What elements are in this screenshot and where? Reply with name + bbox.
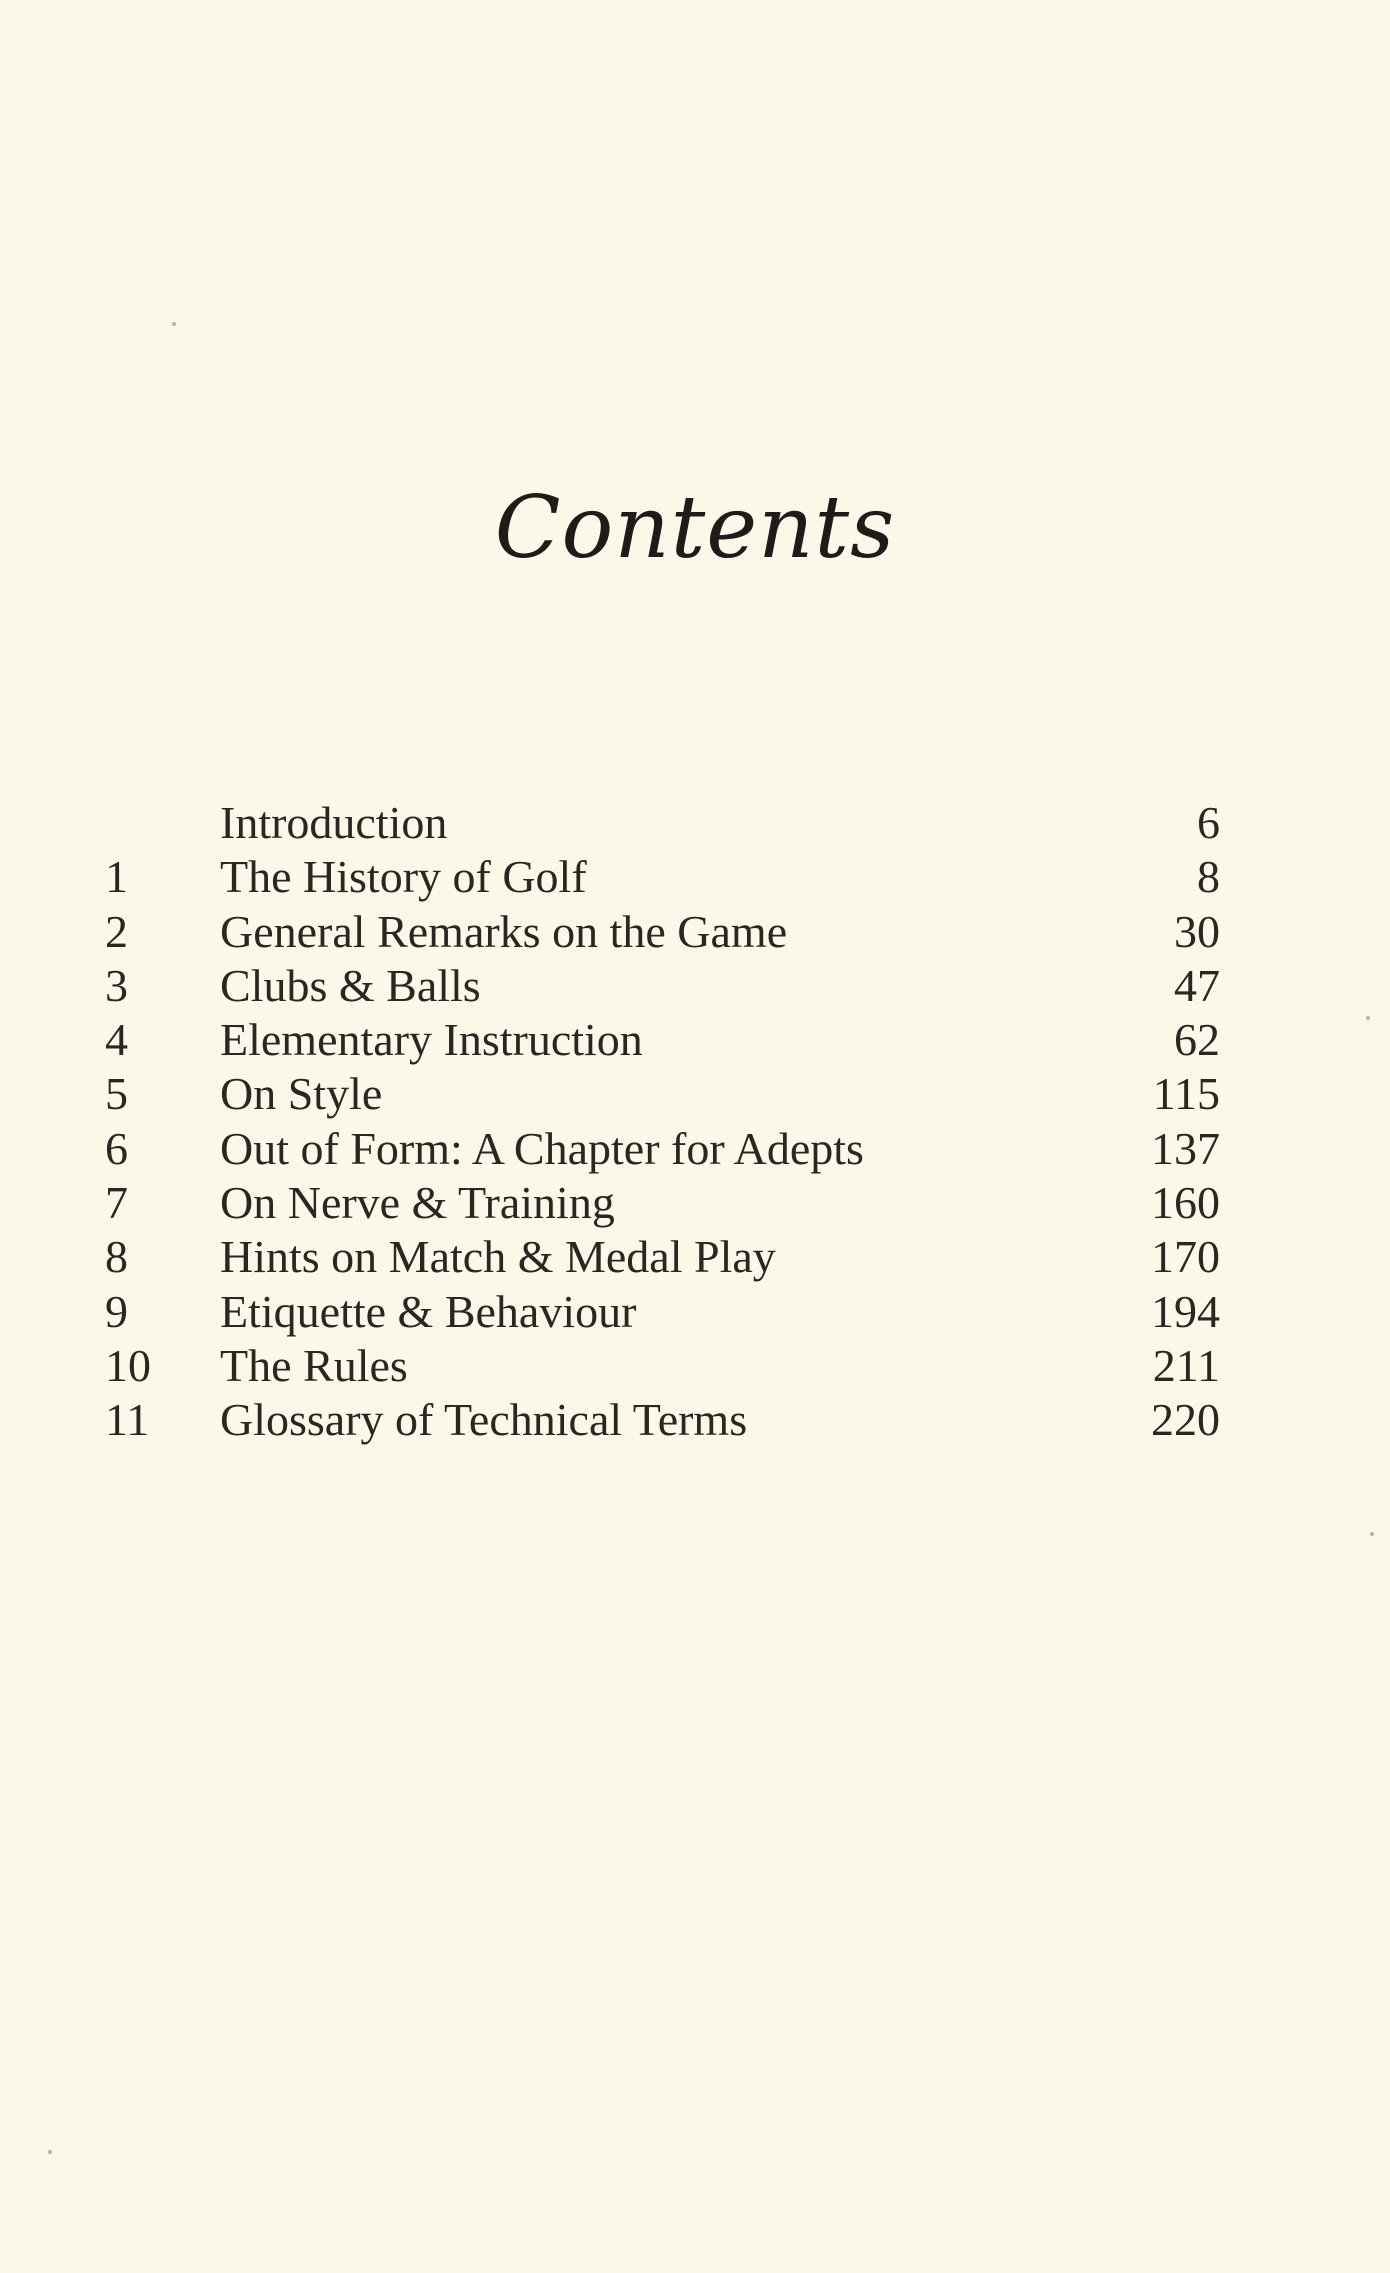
toc-entry-title: On Style [220,1068,383,1120]
toc-entry [0,796,1390,850]
toc-entry-title: The History of Golf [220,851,587,903]
paper-speck [48,2150,52,2154]
toc-entry-title: Out of Form: A Chapter for Adepts [220,1122,864,1174]
toc-entry [0,1230,1390,1284]
table-of-contents [0,796,1390,1448]
toc-entry-page: 194 [1151,1285,1220,1337]
toc-entry [0,850,1390,904]
toc-entry-number: 11 [105,1394,150,1446]
toc-entry [0,905,1390,959]
toc-entry-page: 137 [1151,1122,1220,1174]
toc-entry [0,1339,1390,1393]
toc-entry-page: 30 [1174,905,1220,957]
paper-speck [1370,1532,1374,1536]
toc-entry [0,1285,1390,1339]
paper-speck [172,322,176,326]
toc-entry-number: 3 [105,959,128,1011]
toc-entry-page: 62 [1174,1014,1220,1066]
toc-entry-title: Etiquette & Behaviour [220,1285,637,1337]
toc-entry-page: 47 [1174,959,1220,1011]
toc-entry-page: 115 [1152,1068,1220,1120]
toc-entry-number: 7 [105,1177,128,1229]
toc-entry-title: Introduction [220,797,448,848]
toc-entry-title: On Nerve & Training [220,1177,615,1229]
toc-entry [0,1393,1390,1447]
toc-entry-page: 8 [1197,851,1220,903]
toc-entry [0,1176,1390,1230]
toc-entry-number: 1 [105,851,128,903]
toc-entry-title: The Rules [220,1339,408,1391]
toc-entry-number: 4 [105,1014,128,1066]
toc-entry [0,959,1390,1013]
toc-entry-page: 220 [1151,1394,1220,1446]
toc-entry-number: 5 [105,1068,128,1120]
toc-entry-title: Hints on Match & Medal Play [220,1231,776,1283]
toc-entry-page: 6 [1197,797,1220,848]
toc-entry-title: Glossary of Technical Terms [220,1394,748,1446]
toc-entry-number: 8 [105,1231,128,1283]
toc-entry [0,1067,1390,1121]
toc-entry-number: 9 [105,1285,128,1337]
toc-entry-number: 6 [105,1122,128,1174]
toc-entry-page: 211 [1152,1339,1220,1391]
toc-entry [0,1122,1390,1176]
toc-entry-page: 160 [1151,1177,1220,1229]
toc-entry-title: Elementary Instruction [220,1014,643,1066]
toc-entry-title: Clubs & Balls [220,959,481,1011]
toc-entry-number: 10 [105,1339,151,1391]
toc-entry-page: 170 [1151,1231,1220,1283]
toc-entry-number: 2 [105,905,128,957]
toc-entry [0,1013,1390,1067]
toc-entry-title: General Remarks on the Game [220,905,788,957]
page-title: Contents [494,478,896,578]
